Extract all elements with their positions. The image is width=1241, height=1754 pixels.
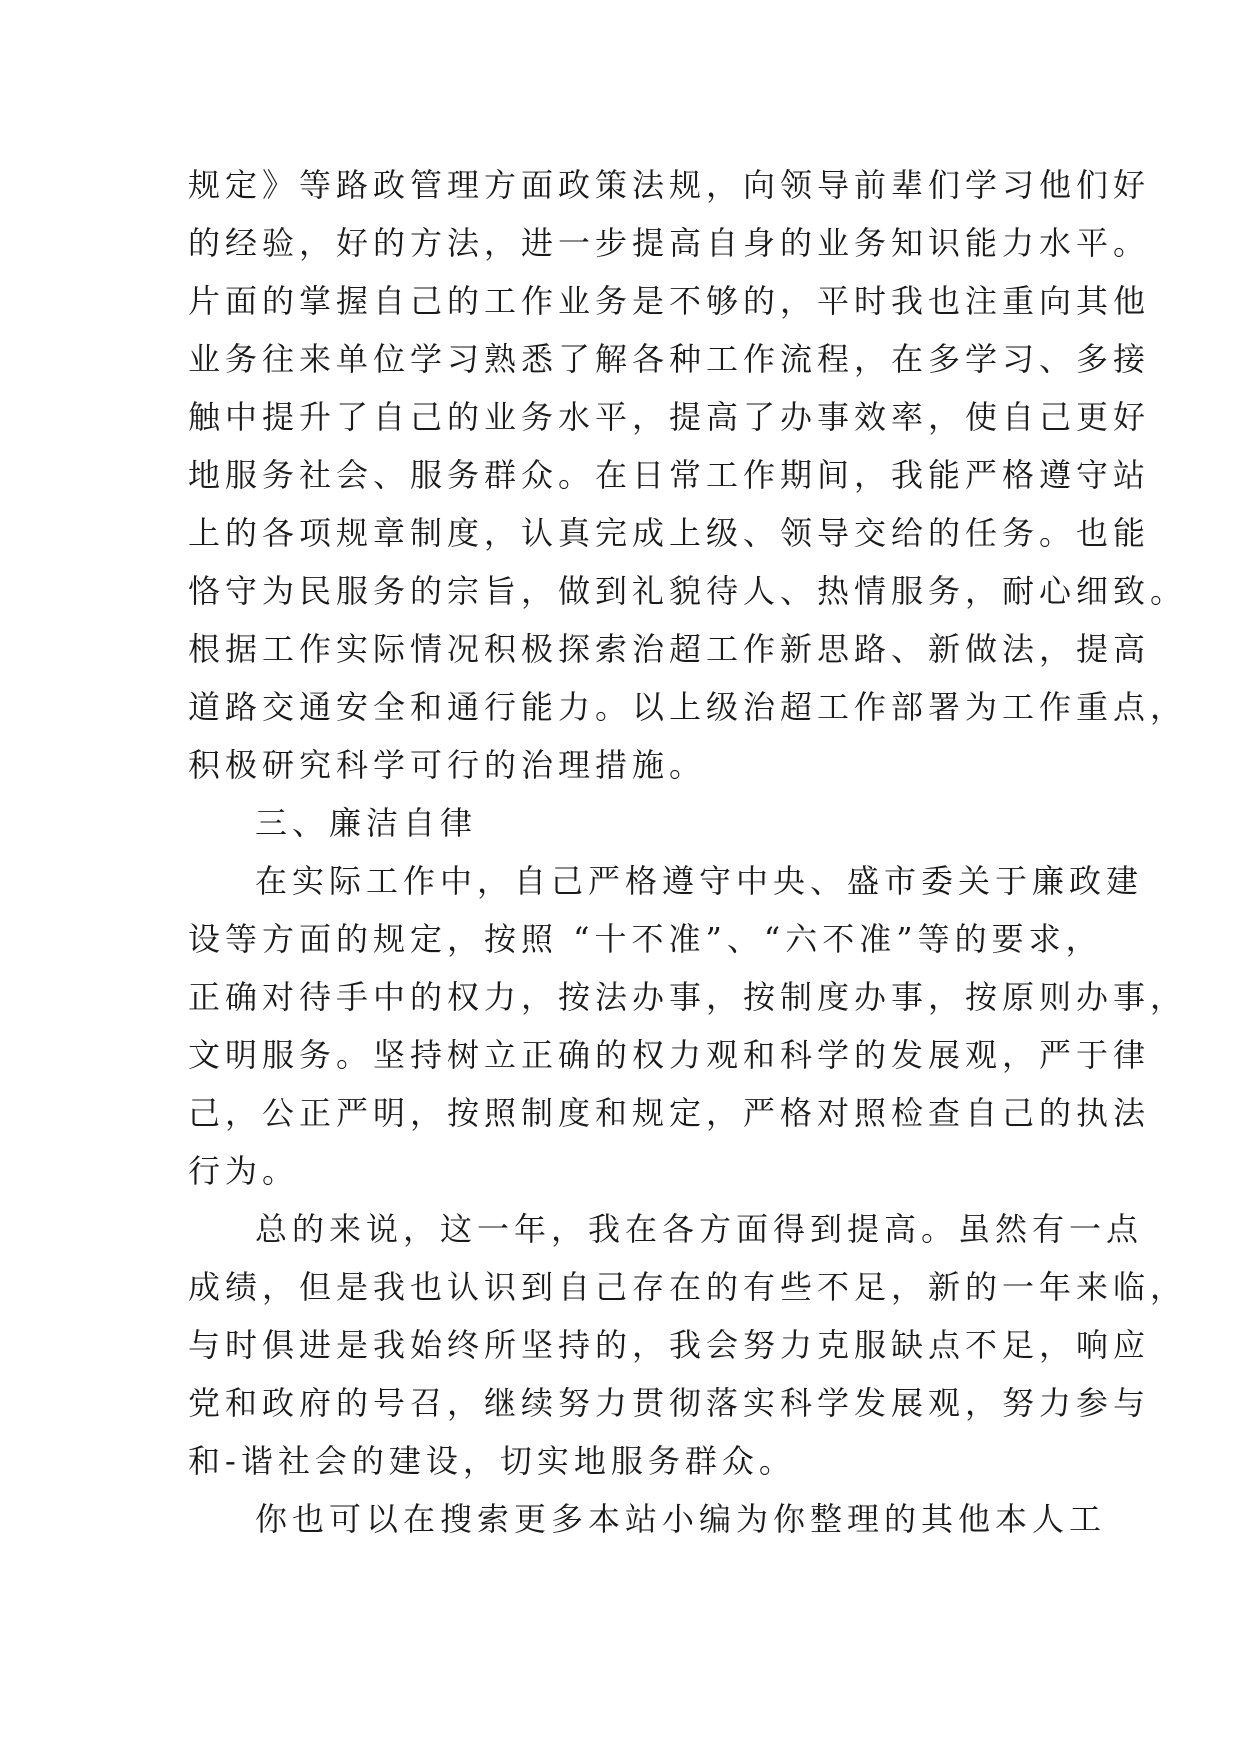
text-line: 文明服务。坚持树立正确的权力观和科学的发展观，严于律 bbox=[188, 1036, 1151, 1074]
text-line: 和-谐社会的建设，切实地服务群众。 bbox=[188, 1442, 796, 1480]
text-line: 三、廉洁自律 bbox=[255, 804, 478, 842]
text-line: 的经验，好的方法，进一步提高自身的业务知识能力水平。 bbox=[188, 224, 1151, 262]
text-line: 上的各项规章制度，认真完成上级、领导交给的任务。也能 bbox=[188, 514, 1151, 552]
text-line: 己，公正严明，按照制度和规定，严格对照检查自己的执法 bbox=[188, 1094, 1151, 1132]
text-line: 总的来说，这一年，我在各方面得到提高。虽然有一点 bbox=[255, 1210, 1144, 1248]
text-line: 规定》等路政管理方面政策法规，向领导前辈们学习他们好 bbox=[188, 166, 1151, 204]
text-line: 根据工作实际情况积极探索治超工作新思路、新做法，提高 bbox=[188, 630, 1151, 668]
text-line: 道路交通安全和通行能力。以上级治超工作部署为工作重点， bbox=[188, 688, 1188, 726]
text-line: 地服务社会、服务群众。在日常工作期间，我能严格遵守站 bbox=[188, 456, 1151, 494]
text-line: 恪守为民服务的宗旨，做到礼貌待人、热情服务，耐心细致。 bbox=[188, 572, 1188, 610]
text-line: 触中提升了自己的业务水平，提高了办事效率，使自己更好 bbox=[188, 398, 1151, 436]
text-line: 片面的掌握自己的工作业务是不够的，平时我也注重向其他 bbox=[188, 282, 1151, 320]
text-line: 业务往来单位学习熟悉了解各种工作流程，在多学习、多接 bbox=[188, 340, 1151, 378]
text-line: 设等方面的规定，按照 “十不准”、“六不准”等的要求， bbox=[188, 920, 1103, 958]
text-line: 正确对待手中的权力，按法办事，按制度办事，按原则办事， bbox=[188, 978, 1188, 1016]
text-line: 成绩，但是我也认识到自己存在的有些不足，新的一年来临， bbox=[188, 1268, 1188, 1306]
text-line: 在实际工作中，自己严格遵守中央、盛市委关于廉政建 bbox=[255, 862, 1144, 900]
text-line: 你也可以在搜索更多本站小编为你整理的其他本人工 bbox=[255, 1500, 1107, 1538]
text-line: 行为。 bbox=[188, 1152, 300, 1190]
text-line: 党和政府的号召，继续努力贯彻落实科学发展观，努力参与 bbox=[188, 1384, 1151, 1422]
text-line: 积极研究科学可行的治理措施。 bbox=[188, 746, 707, 784]
text-line: 与时俱进是我始终所坚持的，我会努力克服缺点不足，响应 bbox=[188, 1326, 1151, 1364]
document-body bbox=[188, 156, 1188, 1548]
